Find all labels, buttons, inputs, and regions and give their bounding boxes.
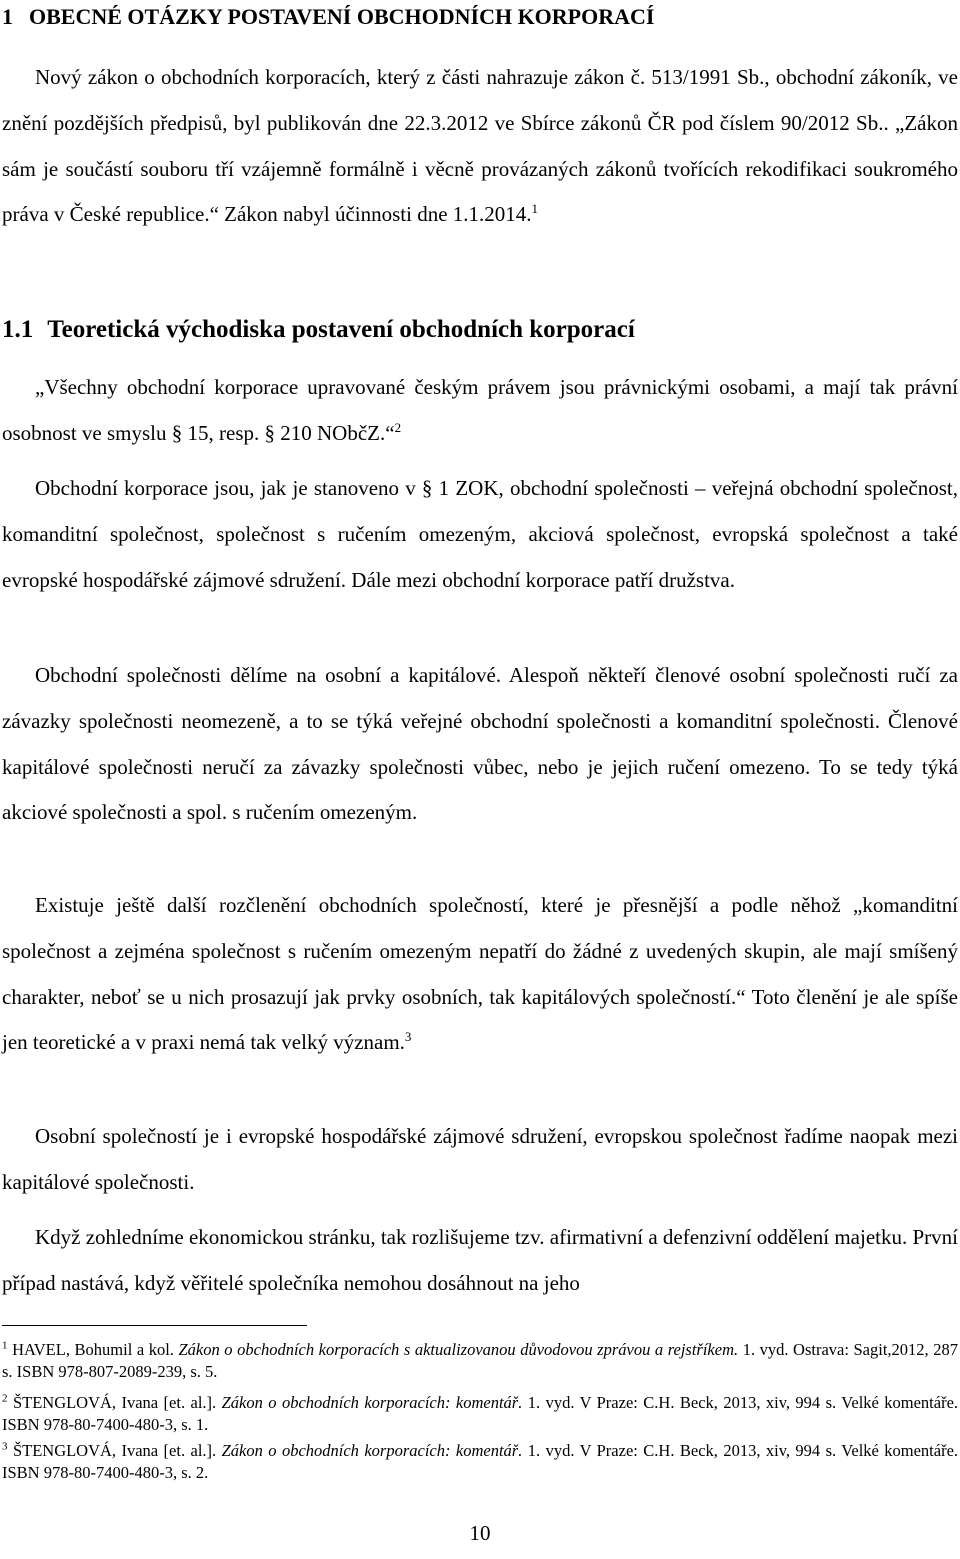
paragraph-eeig-text: Osobní společností je i evropské hospodářské zájmové sdružení, evropskou společnost řadíme naopak mezi kapitálové společnosti.	[2, 1124, 958, 1194]
paragraph-intro-text: Nový zákon o obchodních korporacích, který z části nahrazuje zákon č. 513/1991 Sb., obchodní zákoník, ve znění pozdějších předpisů, byl publikován dne 22.3.2012 ve Sbírce zákonů ČR pod číslem 90/2012 Sb.. „Zákon sám je součástí souboru tří vzájemně formálně i věcně provázaných zákonů tvořících rekodifikaci soukromého práva v České republice.“ Zákon nabyl účinnosti dne 1.1.2014.	[2, 65, 958, 227]
footnote-3-title: Zákon o obchodních korporacích: komentář.	[221, 1441, 523, 1460]
footnote-2-rest: 1. vyd. V Praze: C.H. Beck, 2013, xiv, 994 s. Velké komentáře. ISBN 978-80-7400-480-3, s. 1.	[2, 1393, 959, 1434]
footnote-1	[2, 1339, 958, 1382]
footnote-ref-1[interactable]: 1	[531, 201, 539, 217]
footnote-3-number: 3	[2, 1440, 8, 1453]
paragraph-companies	[2, 653, 958, 836]
footnote-3	[2, 1440, 958, 1483]
footnote-3-rest: 1. vyd. V Praze: C.H. Beck, 2013, xiv, 994 s. Velké komentáře. ISBN 978-80-7400-480-3, s. 2.	[2, 1441, 959, 1482]
footnote-ref-3[interactable]: 3	[404, 1029, 412, 1045]
section-title: Teoretická východiska postavení obchodních korporací	[47, 316, 635, 343]
footnote-2-number: 2	[2, 1392, 8, 1405]
paragraph-quote-text: „Všechny obchodní korporace upravované českým právem jsou právnickými osobami, a mají tak právní osobnost ve smyslu § 15, resp. § 210 NObčZ.“	[2, 375, 958, 445]
footnote-1-number: 1	[2, 1339, 8, 1352]
paragraph-eeig	[2, 1114, 958, 1206]
chapter-heading	[2, 2, 958, 32]
footnote-2	[2, 1392, 958, 1435]
paragraph-economic	[2, 1215, 958, 1307]
footnote-2-author: ŠTENGLOVÁ, Ivana [et. al.].	[12, 1393, 217, 1412]
footnote-ref-2[interactable]: 2	[394, 419, 402, 435]
footnote-1-title: Zákon o obchodních korporacích s aktualizovanou důvodovou zprávou a rejstříkem.	[178, 1340, 739, 1359]
paragraph-corporations-text: Obchodní korporace jsou, jak je stanoveno v § 1 ZOK, obchodní společnosti – veřejná obchodní společnost, komanditní společnost, společnost s ručením omezeným, akciová společnost, evropská společnost a také evropské hospodářské zájmové sdružení. Dále mezi obchodní korporace patří družstva.	[2, 476, 958, 592]
paragraph-corporations	[2, 466, 958, 603]
footnote-3-author: ŠTENGLOVÁ, Ivana [et. al.].	[12, 1441, 217, 1460]
footnote-1-rest: 1. vyd. Ostrava: Sagit,2012, 287 s. ISBN 978-807-2089-239, s. 5.	[2, 1340, 958, 1381]
paragraph-intro	[2, 55, 958, 238]
paragraph-division	[2, 883, 958, 1066]
footnote-2-title: Zákon o obchodních korporacích: komentář.	[221, 1393, 523, 1412]
footnote-divider	[2, 1325, 307, 1326]
page-number: 10	[469, 1521, 491, 1545]
chapter-number: 1	[2, 4, 13, 29]
section-number: 1.1	[2, 316, 34, 343]
paragraph-quote	[2, 365, 958, 457]
paragraph-companies-text: Obchodní společnosti dělíme na osobní a kapitálové. Alespoň někteří členové osobní společnosti ručí za závazky společnosti neomezeně, a to se týká veřejné obchodní společnosti a komanditní společnosti. Členové kapitálové společnosti neručí za závazky společnosti vůbec, nebo je jejich ručení omezeno. To se tedy týká akciové společnosti a spol. s ručením omezeným.	[2, 663, 958, 825]
chapter-title: OBECNÉ OTÁZKY POSTAVENÍ OBCHODNÍCH KORPORACÍ	[29, 4, 655, 29]
paragraph-economic-text: Když zohledníme ekonomickou stránku, tak rozlišujeme tzv. afirmativní a defenzivní oddělení majetku. První případ nastává, když věřitelé společníka nemohou dosáhnout na jeho	[2, 1225, 958, 1295]
paragraph-division-text: Existuje ještě další rozčlenění obchodních společností, které je přesnější a podle něhož „komanditní společnost a zejména společnost s ručením omezeným nepatří do žádné z uvedených skupin, ale mají smíšený charakter, neboť se u nich prosazují jak prvky osobních, tak kapitálových společností.“ Toto členění je ale spíše jen teoretické a v praxi nemá tak velký význam.	[2, 893, 958, 1055]
section-heading	[2, 310, 958, 350]
footnote-1-author: HAVEL, Bohumil a kol.	[12, 1340, 174, 1359]
